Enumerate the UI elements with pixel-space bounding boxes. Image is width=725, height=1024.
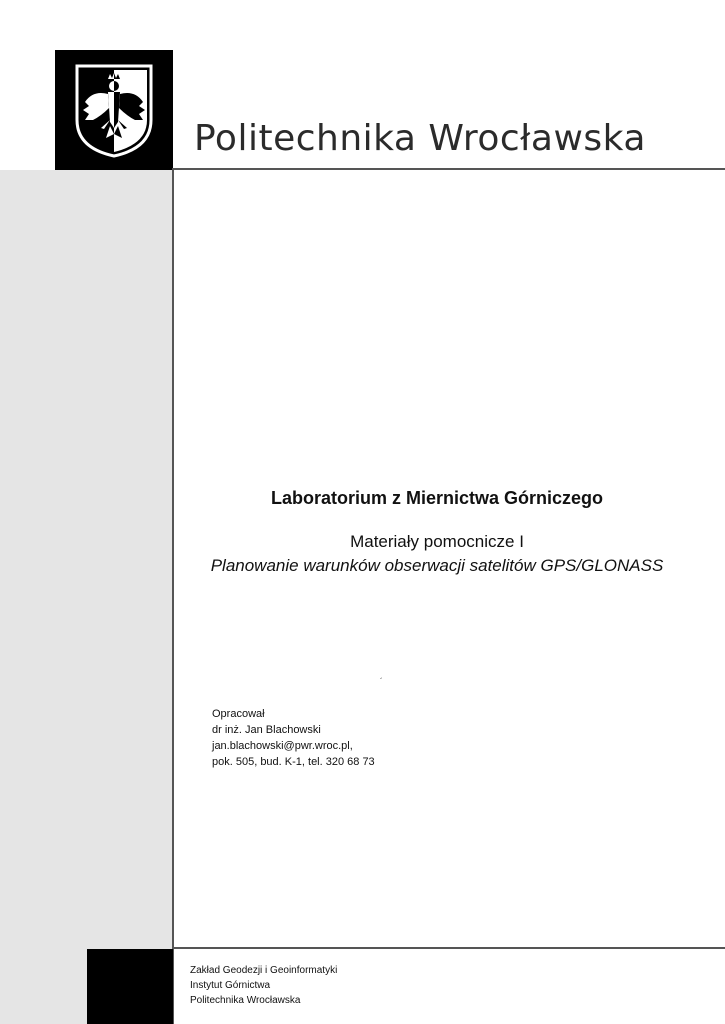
university-eagle-logo-icon xyxy=(73,62,155,158)
author-email: jan.blachowski@pwr.wroc.pl, xyxy=(212,740,353,752)
author-block xyxy=(212,706,375,770)
bottom-black-block xyxy=(87,949,173,1024)
footer-institute: Instytut Górnictwa xyxy=(190,980,271,991)
bottom-rule xyxy=(173,947,725,949)
stray-mark: ´ xyxy=(380,677,383,686)
logo-block xyxy=(55,50,173,170)
author-name: dr inż. Jan Blachowski xyxy=(212,724,321,736)
author-label: Opracował xyxy=(212,708,265,720)
top-rule xyxy=(173,168,725,170)
footer-university: Politechnika Wrocławska xyxy=(190,995,301,1006)
author-office: pok. 505, bud. K-1, tel. 320 68 73 xyxy=(212,756,375,768)
document-topic: Planowanie warunków obserwacji satelitów GPS/GLONASS xyxy=(210,556,664,575)
university-name: Politechnika Wrocławska xyxy=(194,118,646,159)
document-subtitle: Materiały pomocnicze I xyxy=(350,532,524,551)
footer-department: Zakład Geodezji i Geoinformatyki xyxy=(190,965,338,976)
footer-block xyxy=(190,963,337,1008)
document-title: Laboratorium z Miernictwa Górniczego xyxy=(270,488,604,508)
vertical-rule xyxy=(172,168,174,1024)
left-decorative-band xyxy=(0,170,172,1024)
title-section xyxy=(174,480,700,578)
